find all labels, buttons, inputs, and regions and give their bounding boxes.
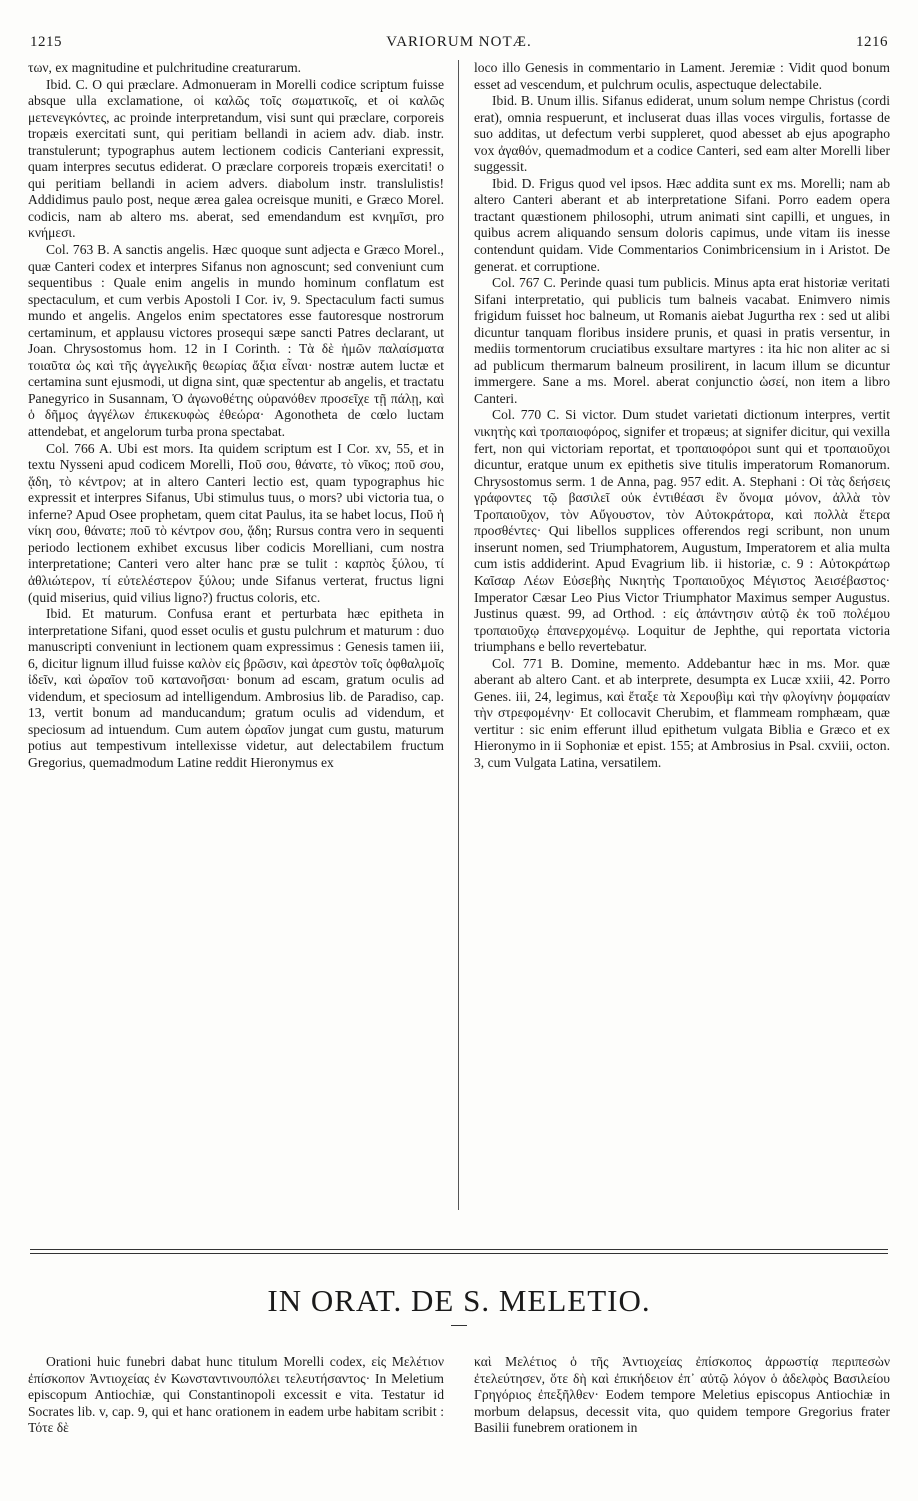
paragraph: Col. 770 C. Si victor. Dum studet varietati dictionum interpres, vertit νικητὴς καὶ τροπαιοφόρος, signifer et tropæus; at signifer dicitur, qui vexilla fert, non qui victoriam reportat, et τροπαιοφόροι sunt qui et τροπαιοῦχοι dicuntur, eratque unum ex epithetis sive titulis imperatorum Romanorum. Chrysostomus serm. 1 de Anna, pag. 957 edit. A. Stephani : Οἱ τὰς δεήσεις γράφοντες τῷ βασιλεῖ οὐκ ἐντιθέασι ἓν ὄνομα μόνον, ἀλλὰ τὸν Τροπαιοῦχον, τὸν Αὔγουστον, τὸν Αὐτοκράτορα, καὶ πολλὰ ἕτερα προσθέντες· Qui libellos supplices offerendos regi scribunt, non unum inserunt nomen, sed Triumphatorem, Augustum, Imperatorem et alia multa cum istis addiderint. Apud Evagrium lib. ii historiæ, c. 9 : Αὐτοκράτωρ Καῖσαρ Λέων Εὐσεβὴς Νικητὴς Τροπαιοῦχος Μέγιστος Ἀεισέβαστος· Imperator Cæsar Leo Pius Victor Triumphator Maximus semper Augustus. Justinus quæst. 99, ad Orthod. : εἰς ἀπάντησιν αὐτῷ ἐκ τοῦ πολέμου τροπαιοῦχῳ ἐπανερχομένῳ. Loquitur de Jephthe, qui reportata victoria triumphans e bello revertebatur. xyxy=(474,407,890,655)
page-number-right: 1216 xyxy=(856,34,888,50)
left-column xyxy=(28,60,444,1232)
running-head xyxy=(30,34,888,56)
paragraph: Orationi huic funebri dabat hunc titulum Morelli codex, εἰς Μελέτιον ἐπίσκοπον Ἀντιοχείας ἐν Κωνσταντινουπόλει τελευτήσαντος· In Meletium episcopum Antiochiæ, qui Constantinopoli excessit e vita. Testatur id Socrates lib. v, cap. 9, qui et hanc orationem in eadem urbe habitam scribit : Τότε δὲ xyxy=(28,1354,444,1435)
paragraph: Col. 771 B. Domine, memento. Addebantur hæc in ms. Mor. quæ aberant ab altero Cant. et ab interprete, desumpta ex Lucæ xxiii, 42. Porro Genes. iii, 24, legimus, καὶ ἔταξε τὰ Χερουβὶμ καὶ τὴν φλογίνην ῥομφαίαν τὴν στρεφομένην· Et collocavit Cherubim, et flammeam romphæam, quæ vertitur : sic enim efferunt illud epithetum vulgata Biblia e Græco et ex Hieronymo in ii Sophoniæ et epist. 155; at Ambrosius in Psal. cxviii, octon. 3, cum Vulgata Latina, versatilem. xyxy=(474,655,890,770)
paragraph: Ibid. D. Frigus quod vel ipsos. Hæc addita sunt ex ms. Morelli; nam ab altero Canteri aberant et ab interpretatione Sifani. Porro eadem opera tractant quæstionem philosophi, utrum animati sint capilli, et ungues, in quibus acrem aliquando sensum doloris capimus, unde vitam iis inesse contendunt quidam. Vide Commentarios Conimbricensium in i Aristot. De generat. et corruptione. xyxy=(474,175,890,274)
column-divider xyxy=(458,60,459,1210)
paragraph: loco illo Genesis in commentario in Lament. Jeremiæ : Vidit quod bonum esset ad vescendum, et pulchrum oculis, aspectuque delectabile. xyxy=(474,60,890,92)
paragraph: Col. 767 C. Perinde quasi tum publicis. Minus apta erat historiæ veritati Sifani interpretatio, qui publicis tum balneis vacabat. Enimvero nimis frigidum fuisset hoc balneum, ut Romanis aiebat Jugurtha rex : sed ut alibi dicuntur tanquam floribus insidere prunis, et quasi in pratis versentur, in mediis tormentorum cruciatibus exsultare martyres : ita hic non aliter ac si ad publicum thermarum balneum prosilirent, in lacum illum se dicuntur immergere. Sane a ms. Morel. aberat conjunctio ὡσεί, non item a libro Canteri. xyxy=(474,275,890,406)
paragraph: Ibid. Et maturum. Confusa erant et perturbata hæc epitheta in interpretatione Sifani, quod esset oculis et gustu pulchrum et maturum : duo manuscripti conveniunt in lectionem quam expressimus : Genesis tamen iii, 6, dicitur lignum illud fuisse καλὸν εἰς βρῶσιν, καὶ ἀρεστὸν τοῖς ὀφθαλμοῖς ἰδεῖν, καὶ ὡραῖον τοῦ κατανοῆσαι· bonum ad escam, gratum oculis ad videndum, et speciosum ad intelligendum. Ambrosius lib. de Paradiso, cap. 13, vertit bonum ad manducandum; gratum oculis ad videndum, et speciosum ad intuendum. Cum autem ὡραῖον jungat cum gustu, maturum potius aut tempestivum intellexisse videtur, aut delectabilem fructum Gregorius, quemadmodum Latine reddit Hieronymus ex xyxy=(28,606,444,770)
section-left-column xyxy=(28,1354,444,1494)
section-title: IN ORAT. DE S. MELETIO. xyxy=(267,1283,651,1318)
right-column xyxy=(474,60,890,1232)
paragraph: Col. 763 B. A sanctis angelis. Hæc quoque sunt adjecta e Græco Morel., quæ Canteri codex et interpres Sifanus non agnoscunt; sed conveniunt cum sequentibus : Quale enim angelis in mundo hominum conflatum est spectaculum, et cum verbis Apostoli I Cor. iv, 9. Spectaculum facti sumus mundo et angelis. Angelos enim spectatores esse fautoresque nostrorum certaminum, et applausu victores prosequi sæpe sancti Patres declarant, ut Joan. Chrysostomus hom. 12 in I Corinth. : Τὰ δὲ ἡμῶν παλαίσματα τοιαῦτα ὡς καὶ τῆς ἀγγελικῆς θεωρίας ἄξια εἶναι· nostræ autem luctæ et certamina sunt ejusmodi, ut digna sint, quæ spectentur ab angelis, et tractatu Panegyrico in Susannam, Ὁ ἀγωνοθέτης οὐρανόθεν προσεῖχε τῇ πάλῃ, καὶ ὁ δῆμος ἀγγέλων ἐπικεκυφὼς ἐθεώρα· Agonotheta de cœlo luctam attendebat, et angelorum turba prona spectabat. xyxy=(28,242,444,440)
section-right-column xyxy=(474,1354,890,1494)
page-number-left: 1215 xyxy=(30,34,62,50)
section-rule xyxy=(30,1249,888,1250)
paragraph: Ibid. B. Unum illis. Sifanus ediderat, unum solum nempe Christus (cordi erat), omnia respuerunt, et incluserat duas illas voces virgulis, fortasse de suo additas, ut defectum verbi suppleret, quod abesset ab ejus apographo vox ἀγαθόν, quemadmodum et a codice Canteri, sed eam alter Morelli liber suggessit. xyxy=(474,93,890,175)
paragraph: των, ex magnitudine et pulchritudine creaturarum. xyxy=(28,60,302,75)
title-dash xyxy=(451,1325,467,1326)
paragraph: Ibid. C. O qui præclare. Admonueram in Morelli codice scriptum fuisse absque ulla exclamatione, οἱ καλῶς τοῖς σωματικοῖς, et οἱ καλῶς μετενεγκόντες, ac proinde interpretandum, visi sunt qui præclare, corporeis tropæis exercitati sunt, qui peritiam bellandi in aciem adv. diab. instr. transtulerunt; typographus autem lectionem codicis Canteriani expressit, quam interpres secutus ediderat. O præclare corporeis tropæis exercitati! o qui peritiam bellandi in aciem advers. diabolum instr. translulistis! Addidimus paulo post, neque ærea galea ocreisque muniti, e Græco Morel. codicis, nam ab altero ms. aberat, sed emendandum est κνημῖσι, pro κνήμεσι. xyxy=(28,76,444,241)
paragraph: καὶ Μελέτιος ὁ τῆς Ἀντιοχείας ἐπίσκοπος ἀρρωστίᾳ περιπεσὼν ἐτελεύτησεν, ὅτε δὴ καὶ ἐπικήδειον ἐπ᾽ αὐτῷ λόγον ὁ ἀδελφὸς Βασιλείου Γρηγόριος ἐπεξῆλθεν· Eodem tempore Meletius episcopus Antiochiæ in morbum delapsus, decessit vita, quo quidem tempore Gregorius frater Basilii funebrem orationem in xyxy=(474,1354,890,1435)
running-title: VARIORUM NOTÆ. xyxy=(386,34,532,50)
section-rule xyxy=(30,1253,888,1254)
paragraph: Col. 766 A. Ubi est mors. Ita quidem scriptum est I Cor. xv, 55, et in textu Nysseni apud codicem Morelli, Ποῦ σου, θάνατε, τὸ νῖκος; ποῦ σου, ᾅδη, τὸ κέντρον; at in altero Canteri lectio est, quam typographus hic expressit et interpres Sifanus, Ubi stimulus tuus, o mors? ubi victoria tua, o inferne? Apud Osee prophetam, quem citat Paulus, ita se habet locus, Ποῦ ἡ νίκη σου, θάνατε; ποῦ τὸ κέντρον σου, ᾅδη; Rursus contra vero in sequenti periodo lectionem exhibet excusus liber codicis Morelliani, cum nostra interpretatione; Canteri vero alter hanc præ se tulit : καρπὸς ξύλου, τί ἀθλιώτερον, τί εὐτελέστερον ξύλου; unde Sifanus verterat, fructus ligni (quid miserius, quid vilius ligno?) fructus coloris, etc. xyxy=(28,440,444,605)
